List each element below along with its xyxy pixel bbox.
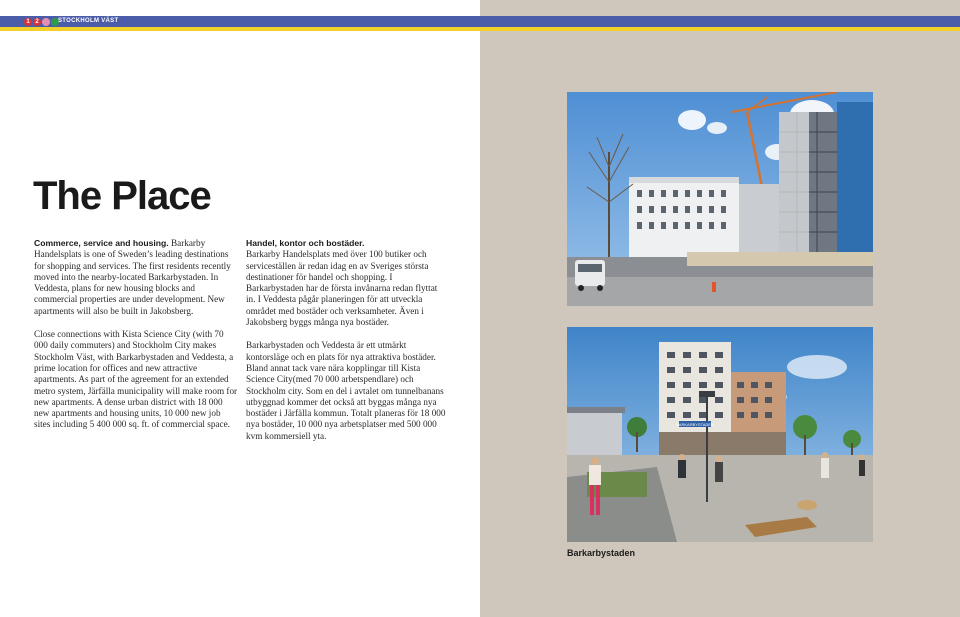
english-paragraph-1 — [34, 238, 239, 317]
barkarbystaden-render — [567, 327, 873, 542]
line-badges — [24, 17, 59, 26]
english-paragraph-1-text: Barkarby Handelsplats is one of Sweden’s leading destinations for shopping and services. The first residents recently moved into the nearby-located Barkarbystaden. In Veddesta, plans for new housing blocks and commercial properties are under development. New apartments will also be built in Jakobsberg. — [34, 238, 231, 316]
construction-photo — [567, 92, 873, 306]
swedish-column — [246, 238, 446, 454]
swedish-paragraph-1-text: Barkarby Handelsplats med över 100 butiker och serviceställen är redan idag en av Sveriges största destinationer för handel och shopping. I Barkarbystaden har de första invånarna redan flyttat in. I Veddesta pågår planeringen för att utveckla området med bostäder och verksamheter. Även i Jakobsberg byggs många nya bostäder. — [246, 249, 438, 328]
photo-caption: Barkarbystaden — [567, 548, 636, 558]
page-title: The Place — [33, 174, 211, 218]
construction-photo-illustration — [567, 92, 873, 306]
swedish-paragraph-1 — [246, 238, 446, 328]
line-badge-3 — [42, 18, 50, 26]
swedish-lead: Handel, kontor och bostäder. — [246, 238, 365, 248]
header-stripe — [0, 27, 960, 31]
english-lead: Commerce, service and housing. — [34, 238, 169, 248]
swedish-paragraph-2: Barkarbystaden och Veddesta är ett utmärkt kontorsläge och en plats för nya attraktiva bostäder. Bland annat tack vare nära kopplingar till Kista Science City(med 70 000 arbetspendlare) och Stockholm city. Som en del i avtalet om tunnelbanans utbyggnad kommer det också att byggas många nya bostäder i Järfälla kommun. Totalt planeras för 18 000 nya bostäder, 10 000 nya arbetsplatser med 500 000 kvm kommersiell yta. — [246, 340, 446, 441]
street-sign-text: BARKARBYSTADEN — [676, 422, 714, 427]
header-bar — [0, 16, 960, 27]
line-badge-1: 1 — [24, 18, 32, 26]
english-column — [34, 238, 239, 443]
barkarbystaden-render-illustration — [567, 327, 873, 542]
section-label: STOCKHOLM VÄST — [58, 18, 119, 24]
line-badge-2: 2 — [33, 18, 41, 26]
english-paragraph-2: Close connections with Kista Science City (with 70 000 daily commuters) and Stockholm City makes Stockholm Väst, with Barkarbystaden and Veddesta, a prime location for offices and new attractive apartments. As part of the agreement for an extended metro system, Järfälla municipality will make room for new apartments. A dense urban district with 18 000 new apartments and housing units, 10 000 new job sites including 5 400 000 sq. ft. of commercial space. — [34, 329, 238, 430]
